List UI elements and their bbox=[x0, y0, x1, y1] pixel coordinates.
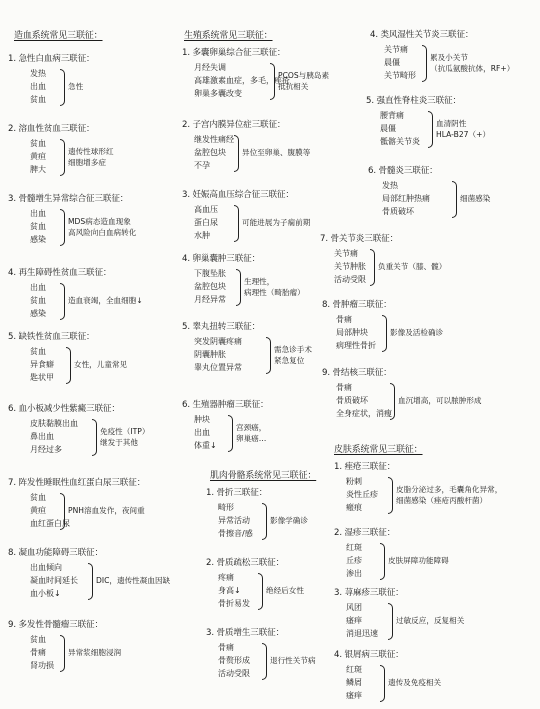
brace bbox=[270, 63, 275, 100]
symptom-list bbox=[30, 137, 46, 176]
symptom-item: 骨痛 bbox=[336, 383, 352, 392]
section-title: 9. 骨结核三联征： bbox=[322, 368, 392, 378]
symptom-item: 关节畸形 bbox=[384, 71, 416, 80]
symptom-list bbox=[346, 663, 362, 702]
note-line: 可能进展为子痫前期 bbox=[242, 218, 311, 227]
section-title: 8. 骨肿瘤三联征： bbox=[322, 300, 392, 310]
note-line: 抵抗相关 bbox=[278, 81, 309, 91]
note-line: 遗传性球形红 bbox=[68, 146, 114, 156]
symptom-item: 脾大 bbox=[30, 165, 46, 174]
group-header: 皮肤系统常见三联征： bbox=[334, 445, 423, 455]
section-note bbox=[266, 585, 304, 596]
symptom-list bbox=[194, 203, 218, 242]
symptom-item: 风团 bbox=[346, 603, 362, 612]
section-title: 5. 睾丸扭转三联征： bbox=[182, 322, 261, 332]
brace bbox=[60, 283, 65, 320]
brace bbox=[266, 337, 271, 374]
section-title: 8. 凝血功能障碍三联征： bbox=[8, 548, 103, 558]
symptom-item: 异常活动 bbox=[218, 516, 250, 525]
note-line: 皮肤屏障功能障碍 bbox=[388, 556, 449, 565]
brace bbox=[60, 69, 65, 106]
symptom-list bbox=[30, 345, 54, 384]
symptom-list bbox=[30, 633, 54, 672]
symptom-item: 关节痛 bbox=[334, 249, 358, 258]
symptom-item: 炎性丘疹 bbox=[346, 490, 378, 499]
symptom-item: 皮肤黏膜出血 bbox=[30, 419, 78, 428]
brace bbox=[60, 635, 65, 672]
symptom-item: 蛋白尿 bbox=[194, 218, 218, 227]
group-header: 造血系统常见三联征： bbox=[14, 31, 103, 41]
symptom-item: 消退迅速 bbox=[346, 629, 378, 638]
symptom-item: 活动受限 bbox=[218, 669, 250, 678]
symptom-item: 全身症状，消瘦 bbox=[336, 409, 392, 418]
symptom-item: 红斑 bbox=[346, 665, 362, 674]
section-title: 1. 多囊卵巢综合征三联征： bbox=[182, 48, 286, 58]
section-title: 4. 银屑病三联征： bbox=[334, 650, 404, 660]
symptom-item: 贫血 bbox=[30, 296, 46, 305]
symptom-item: 感染 bbox=[30, 309, 46, 318]
section-title: 9. 多发性骨髓瘤三联征： bbox=[8, 620, 103, 630]
section-note bbox=[388, 677, 441, 688]
symptom-list bbox=[346, 541, 362, 580]
note-line: DIC，遗传性凝血因缺 bbox=[96, 576, 171, 585]
note-line: 血清阴性 bbox=[436, 118, 467, 128]
symptom-item: 丘疹 bbox=[346, 556, 362, 565]
section-title: 4. 类风湿性关节炎三联征： bbox=[370, 30, 474, 40]
section-note bbox=[68, 216, 136, 238]
brace bbox=[88, 563, 93, 600]
symptom-list bbox=[30, 281, 46, 320]
section-note bbox=[396, 615, 464, 626]
note-line: PNH溶血发作，夜间重 bbox=[68, 506, 145, 515]
symptom-item: 出血 bbox=[30, 209, 46, 218]
symptom-item: 血红蛋白尿 bbox=[30, 519, 70, 528]
symptom-item: 肿块 bbox=[194, 415, 210, 424]
note-line: PCOS与胰岛素 bbox=[278, 70, 330, 80]
note-line: 继发于其他 bbox=[100, 437, 138, 447]
symptom-list bbox=[30, 417, 78, 456]
note-line: 异常浆细胞浸润 bbox=[68, 648, 122, 657]
section-note bbox=[68, 146, 114, 168]
brace bbox=[370, 249, 375, 286]
note-line: 卵巢癌… bbox=[236, 433, 267, 443]
symptom-item: 不孕 bbox=[194, 161, 210, 170]
note-line: 紧急复位 bbox=[274, 355, 305, 365]
symptom-item: 骨痛 bbox=[218, 643, 234, 652]
symptom-item: 阴囊肿胀 bbox=[194, 350, 226, 359]
symptom-list bbox=[336, 381, 392, 420]
section-note bbox=[274, 344, 312, 366]
section-note bbox=[244, 276, 305, 298]
note-line: 急性 bbox=[68, 82, 84, 91]
section-title: 3. 荨麻疹三联征： bbox=[334, 588, 404, 598]
brace bbox=[380, 543, 385, 580]
note-line: 生理性， bbox=[244, 276, 275, 286]
note-line: 遗传及免疫相关 bbox=[388, 678, 442, 687]
note-line: 累及小关节 bbox=[430, 52, 468, 62]
symptom-item: 贫血 bbox=[30, 347, 46, 356]
symptom-list bbox=[346, 475, 378, 514]
section-title: 5. 缺铁性贫血三联征： bbox=[8, 332, 95, 342]
symptom-item: 贫血 bbox=[30, 95, 46, 104]
section-note bbox=[388, 555, 449, 566]
symptom-item: 水肿 bbox=[194, 231, 210, 240]
symptom-item: 粉刺 bbox=[346, 477, 362, 486]
section-note bbox=[436, 118, 490, 140]
brace bbox=[422, 45, 427, 82]
symptom-item: 感染 bbox=[30, 235, 46, 244]
note-line: 免疫性（ITP） bbox=[100, 426, 150, 436]
symptom-item: 黄疸 bbox=[30, 506, 46, 515]
symptom-item: 晨僵 bbox=[380, 124, 396, 133]
brace bbox=[92, 419, 97, 456]
section-note bbox=[242, 217, 310, 228]
symptom-item: 月经过多 bbox=[30, 445, 62, 454]
brace bbox=[66, 347, 71, 384]
symptom-item: 继发性痛经 bbox=[194, 135, 234, 144]
brace bbox=[236, 269, 241, 306]
section-note bbox=[460, 193, 490, 204]
symptom-item: 局部肿块 bbox=[336, 328, 368, 337]
symptom-list bbox=[194, 413, 217, 452]
symptom-item: 关节肿胀 bbox=[334, 262, 366, 271]
brace bbox=[380, 665, 385, 702]
brace bbox=[262, 503, 267, 540]
symptom-item: 月经失调 bbox=[194, 63, 226, 72]
section-title: 3. 妊娠高血压综合征三联征： bbox=[182, 190, 294, 200]
symptom-item: 活动受限 bbox=[334, 275, 366, 284]
brace bbox=[452, 181, 457, 218]
note-line: 高风险向白血病转化 bbox=[68, 227, 137, 237]
symptom-item: 鼻出血 bbox=[30, 432, 54, 441]
symptom-item: 出血倾向 bbox=[30, 563, 62, 572]
symptom-item: 病理性骨折 bbox=[336, 341, 376, 350]
brace bbox=[428, 111, 433, 148]
symptom-item: 关节痛 bbox=[384, 45, 408, 54]
symptom-item: 瘙痒 bbox=[346, 691, 362, 700]
symptom-item: 血小板↓ bbox=[30, 589, 61, 598]
symptom-item: 贫血 bbox=[30, 139, 46, 148]
section-note bbox=[278, 70, 329, 92]
brace bbox=[228, 415, 233, 452]
symptom-list bbox=[30, 561, 78, 600]
note-line: 影像学确诊 bbox=[270, 516, 308, 525]
symptom-list bbox=[194, 133, 234, 172]
section-note bbox=[96, 575, 170, 586]
symptom-item: 盆腔包块 bbox=[194, 148, 226, 157]
note-line: （抗瓜氨酸抗体，RF+） bbox=[430, 63, 515, 73]
symptom-item: 睾丸位置异常 bbox=[194, 363, 242, 372]
section-title: 2. 骨质疏松三联征： bbox=[206, 558, 285, 568]
note-line: 女性，儿童常见 bbox=[74, 360, 128, 369]
section-note bbox=[398, 395, 482, 406]
section-title: 1. 急性白血病三联征： bbox=[8, 54, 95, 64]
symptom-list bbox=[384, 43, 416, 82]
symptom-item: 贫血 bbox=[30, 493, 46, 502]
symptom-item: 骨赘形成 bbox=[218, 656, 250, 665]
section-note bbox=[68, 295, 143, 306]
symptom-item: 身高↓ bbox=[218, 586, 241, 595]
symptom-item: 骨质破坏 bbox=[336, 396, 368, 405]
brace bbox=[258, 573, 263, 610]
note-line: 需急诊手术 bbox=[274, 344, 312, 354]
symptom-item: 下腹坠胀 bbox=[194, 269, 226, 278]
note-line: 皮脂分泌过多，毛囊角化异常， bbox=[396, 484, 503, 494]
symptom-list bbox=[194, 61, 290, 100]
brace bbox=[60, 493, 65, 530]
section-title: 5. 强直性脊柱炎三联征： bbox=[366, 96, 461, 106]
note-line: 细菌感染（痤疮丙酸杆菌） bbox=[396, 495, 488, 505]
brace bbox=[234, 205, 239, 242]
symptom-item: 畸形 bbox=[218, 503, 234, 512]
brace bbox=[382, 315, 387, 352]
symptom-item: 晨僵 bbox=[384, 58, 400, 67]
section-note bbox=[68, 647, 121, 658]
symptom-list bbox=[30, 207, 46, 246]
section-note bbox=[236, 422, 266, 444]
note-line: 过敏反应，反复相关 bbox=[396, 616, 465, 625]
symptom-item: 红斑 bbox=[346, 543, 362, 552]
symptom-list bbox=[194, 267, 226, 306]
brace bbox=[388, 603, 393, 640]
note-line: 细菌感染 bbox=[460, 194, 491, 203]
symptom-item: 发热 bbox=[382, 181, 398, 190]
group-header: 生殖系统常见三联征： bbox=[184, 31, 273, 41]
section-note bbox=[378, 261, 446, 272]
symptom-item: 骨擦音/感 bbox=[218, 529, 253, 538]
section-title: 7. 阵发性睡眠性血红蛋白尿三联征： bbox=[8, 478, 146, 488]
symptom-item: 卵巢多囊改变 bbox=[194, 89, 242, 98]
section-title: 1. 骨折三联征： bbox=[206, 488, 268, 498]
symptom-list bbox=[334, 247, 366, 286]
section-note bbox=[390, 327, 443, 338]
symptom-item: 瘢痕 bbox=[346, 503, 362, 512]
section-note bbox=[68, 505, 145, 516]
symptom-list bbox=[336, 313, 376, 352]
note-line: 影像及活检确诊 bbox=[390, 328, 444, 337]
section-title: 3. 骨质增生三联征： bbox=[206, 628, 285, 638]
section-title: 2. 子宫内膜异位症三联征： bbox=[182, 120, 286, 130]
brace bbox=[262, 643, 267, 680]
section-note bbox=[396, 484, 502, 506]
symptom-item: 发热 bbox=[30, 69, 46, 78]
symptom-item: 局部红肿热痛 bbox=[382, 194, 430, 203]
symptom-list bbox=[30, 67, 46, 106]
symptom-list bbox=[218, 571, 250, 610]
section-title: 4. 再生障碍性贫血三联征： bbox=[8, 268, 112, 278]
brace bbox=[390, 383, 395, 420]
symptom-item: 骨痛 bbox=[336, 315, 352, 324]
symptom-item: 月经异常 bbox=[194, 295, 226, 304]
note-line: 负重关节（膝、髋） bbox=[378, 262, 447, 271]
symptom-item: 渗出 bbox=[346, 569, 362, 578]
symptom-item: 骨质破坏 bbox=[382, 207, 414, 216]
section-title: 2. 湿疹三联征： bbox=[334, 528, 396, 538]
symptom-list bbox=[218, 501, 253, 540]
section-title: 1. 痤疮三联征： bbox=[334, 462, 396, 472]
note-line: 绝经后女性 bbox=[266, 586, 304, 595]
symptom-item: 突发阴囊疼痛 bbox=[194, 337, 242, 346]
symptom-item: 鳞屑 bbox=[346, 678, 362, 687]
brace bbox=[388, 477, 393, 514]
symptom-item: 盆腔包块 bbox=[194, 282, 226, 291]
symptom-item: 黄疸 bbox=[30, 152, 46, 161]
note-line: 宫颈癌， bbox=[236, 422, 267, 432]
symptom-item: 骶髂关节炎 bbox=[380, 137, 420, 146]
section-note bbox=[270, 515, 308, 526]
section-title: 7. 骨关节炎三联征： bbox=[320, 234, 399, 244]
group-header: 肌肉骨骼系统常见三联征： bbox=[210, 471, 317, 481]
section-title: 3. 骨髓增生异常综合征三联征： bbox=[8, 194, 129, 204]
brace bbox=[234, 135, 239, 172]
note-line: HLA-B27（+） bbox=[436, 129, 491, 139]
section-note bbox=[100, 426, 149, 448]
symptom-list bbox=[218, 641, 250, 680]
symptom-item: 出血 bbox=[30, 82, 46, 91]
note-line: 异位至卵巢、腹膜等 bbox=[242, 148, 311, 157]
symptom-item: 贫血 bbox=[30, 635, 46, 644]
brace bbox=[60, 209, 65, 246]
symptom-item: 匙状甲 bbox=[30, 373, 54, 382]
section-note bbox=[430, 52, 514, 74]
note-line: 病理性（畸胎瘤） bbox=[244, 287, 305, 297]
symptom-item: 骨折易发 bbox=[218, 599, 250, 608]
section-title: 6. 血小板减少性紫癜三联征： bbox=[8, 404, 120, 414]
symptom-list bbox=[194, 335, 242, 374]
symptom-item: 高雄激素血症，多毛，痤疮 bbox=[194, 76, 290, 85]
section-note bbox=[270, 655, 316, 666]
section-title: 6. 生殖器肿瘤三联征： bbox=[182, 400, 269, 410]
symptom-item: 出血 bbox=[194, 428, 210, 437]
brace bbox=[60, 139, 65, 176]
symptom-item: 腰背痛 bbox=[380, 111, 404, 120]
symptom-item: 高血压 bbox=[194, 205, 218, 214]
note-line: 血沉增高，可以脓肿形成 bbox=[398, 396, 482, 405]
symptom-item: 体重↓ bbox=[194, 441, 217, 450]
section-title: 4. 卵巢囊肿三联征： bbox=[182, 254, 261, 264]
symptom-list bbox=[382, 179, 430, 218]
section-note bbox=[242, 147, 310, 158]
note-line: MDS病态造血现象 bbox=[68, 216, 131, 226]
note-line: 细胞增多症 bbox=[68, 157, 106, 167]
section-note bbox=[74, 359, 127, 370]
symptom-item: 异食癖 bbox=[30, 360, 54, 369]
symptom-list bbox=[346, 601, 378, 640]
symptom-item: 贫血 bbox=[30, 222, 46, 231]
symptom-item: 骨痛 bbox=[30, 648, 46, 657]
symptom-item: 肾功损 bbox=[30, 661, 54, 670]
note-line: 退行性关节病 bbox=[270, 656, 316, 665]
symptom-item: 凝血时间延长 bbox=[30, 576, 78, 585]
section-title: 2. 溶血性贫血三联征： bbox=[8, 124, 95, 134]
note-line: 造血衰竭，全血细胞↓ bbox=[68, 296, 143, 305]
section-note bbox=[68, 81, 83, 92]
symptom-item: 疼痛 bbox=[218, 573, 234, 582]
section-title: 6. 骨髓炎三联征： bbox=[368, 166, 438, 176]
symptom-list bbox=[380, 109, 420, 148]
symptom-item: 出血 bbox=[30, 283, 46, 292]
symptom-item: 瘙痒 bbox=[346, 616, 362, 625]
